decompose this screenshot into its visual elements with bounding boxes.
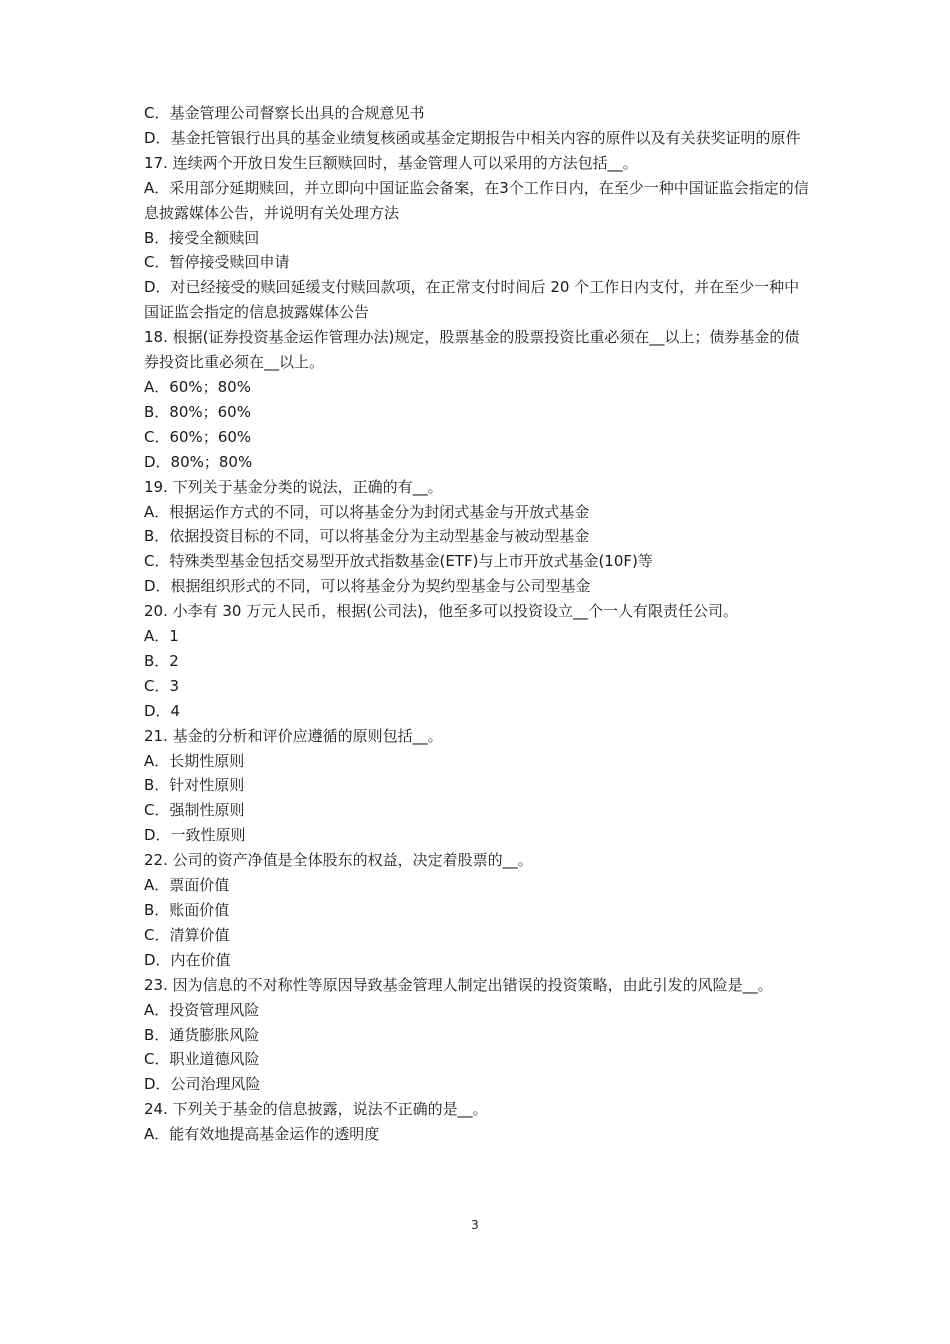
page-number: 3 bbox=[471, 1218, 479, 1232]
question-line: 22. 公司的资产净值是全体股东的权益，决定着股票的__。 bbox=[144, 851, 533, 870]
question-line: 18. 根据(证券投资基金运作管理办法)规定，股票基金的股票投资比重必须在__以上；债券基金的债券投资比重必须在__以上。 bbox=[144, 328, 800, 372]
option-line: B．账面价值 bbox=[144, 901, 230, 919]
option-line: D．公司治理风险 bbox=[144, 1075, 261, 1094]
option-line: D．一致性原则 bbox=[144, 826, 246, 845]
option-line: A．投资管理风险 bbox=[144, 1000, 260, 1019]
option-line: D．80%；80% bbox=[144, 452, 253, 471]
option-line: C．职业道德风险 bbox=[144, 1050, 260, 1069]
page-content bbox=[144, 101, 812, 1147]
option-line: D．根据组织形式的不同，可以将基金分为契约型基金与公司型基金 bbox=[144, 577, 591, 596]
option-line: C．清算价值 bbox=[144, 925, 230, 944]
question-line: 17. 连续两个开放日发生巨额赎回时，基金管理人可以采用的方法包括__。 bbox=[144, 153, 638, 172]
option-line: A．根据运作方式的不同，可以将基金分为封闭式基金与开放式基金 bbox=[144, 502, 590, 521]
option-line: C．特殊类型基金包括交易型开放式指数基金(ETF)与上市开放式基金(10F)等 bbox=[144, 552, 653, 571]
option-line: B．接受全额赎回 bbox=[144, 228, 260, 247]
option-line: D．4 bbox=[144, 701, 181, 720]
option-line: A．票面价值 bbox=[144, 876, 230, 895]
option-line: B．针对性原则 bbox=[144, 776, 245, 795]
option-line: B．通货膨胀风险 bbox=[144, 1025, 260, 1044]
option-line: C．3 bbox=[144, 676, 180, 695]
option-line: A．采用部分延期赎回，并立即向中国证监会备案，在3个工作日内，在至少一种中国证监会指定的信息披露媒体公告，并说明有关处理方法 bbox=[144, 178, 809, 222]
option-line: C．基金管理公司督察长出具的合规意见书 bbox=[144, 104, 425, 122]
option-line: C．60%；60% bbox=[144, 427, 252, 446]
option-line: B．2 bbox=[144, 651, 179, 670]
option-line: D．对已经接受的赎回延缓支付赎回款项，在正常支付时间后 20 个工作日内支付，并在至少一种中国证监会指定的信息披露媒体公告 bbox=[144, 278, 800, 322]
option-line: C．强制性原则 bbox=[144, 801, 245, 820]
option-line: D．内在价值 bbox=[144, 950, 231, 969]
question-line: 21. 基金的分析和评价应遵循的原则包括__。 bbox=[144, 726, 443, 745]
option-line: D．基金托管银行出具的基金业绩复核函或基金定期报告中相关内容的原件以及有关获奖证明的原件 bbox=[144, 128, 801, 147]
option-line: A．60%；80% bbox=[144, 377, 251, 396]
option-line: A．1 bbox=[144, 627, 179, 646]
option-line: C．暂停接受赎回申请 bbox=[144, 253, 290, 272]
question-line: 24. 下列关于基金的信息披露，说法不正确的是__。 bbox=[144, 1100, 488, 1119]
option-line: B．依据投资目标的不同，可以将基金分为主动型基金与被动型基金 bbox=[144, 527, 590, 546]
option-line: B．80%；60% bbox=[144, 402, 251, 421]
option-line: A．能有效地提高基金运作的透明度 bbox=[144, 1125, 380, 1144]
option-line: A．长期性原则 bbox=[144, 751, 245, 770]
question-line: 19. 下列关于基金分类的说法，正确的有__。 bbox=[144, 477, 443, 496]
question-line: 23. 因为信息的不对称性等原因导致基金管理人制定出错误的投资策略，由此引发的风险是__。 bbox=[144, 975, 773, 994]
question-line: 20. 小李有 30 万元人民币，根据(公司法)，他至多可以投资设立__个一人有限责任公司。 bbox=[144, 602, 738, 621]
